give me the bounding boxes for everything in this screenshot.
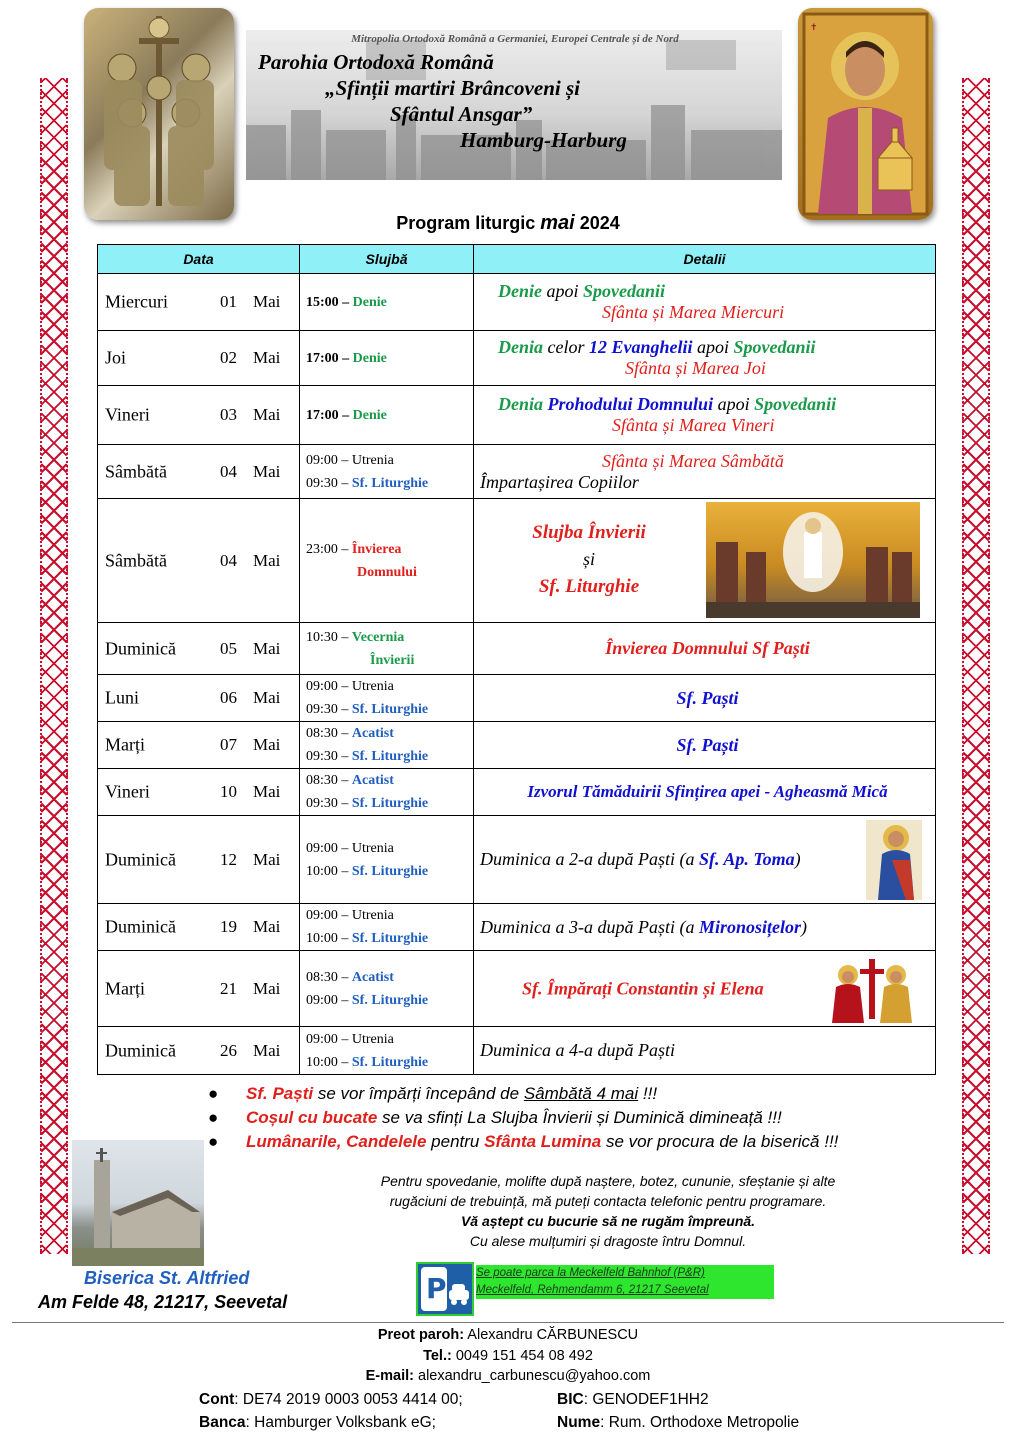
service-cell: 09:00 – Utrenia 09:30 – Sf. Liturghie xyxy=(300,445,474,499)
church-photo xyxy=(72,1140,204,1266)
svg-text:✝: ✝ xyxy=(810,23,818,33)
saint-ansgar-icon xyxy=(798,8,933,220)
service-cell: 08:30 – Acatist 09:30 – Sf. Liturghie xyxy=(300,722,474,769)
service-cell: 09:00 – Utrenia 09:30 – Sf. Liturghie xyxy=(300,675,474,722)
details-cell: Denia celor 12 Evanghelii apoi Spovedanii Sfânta și Marea Joi xyxy=(474,331,936,386)
service-cell: 17:00 – Denie xyxy=(300,386,474,445)
church-name: Biserica St. Altfried xyxy=(84,1268,250,1288)
table-row xyxy=(98,769,936,816)
table-row xyxy=(98,675,936,722)
left-ornament-border xyxy=(40,78,68,1254)
date-cell: Marți 07 Mai xyxy=(98,722,300,769)
table-row xyxy=(98,1027,936,1075)
details-cell: Sfânta și Marea Sâmbătă Împartașirea Copiilor xyxy=(474,445,936,499)
details-cell: Izvorul Tămăduirii Sfințirea apei - Agheasmă Mică xyxy=(474,769,936,816)
header-detalii: Detalii xyxy=(474,245,936,274)
date-cell: Joi 02 Mai xyxy=(98,331,300,386)
parish-title-line-4: Hamburg-Harburg xyxy=(460,128,627,152)
service-cell: 15:00 – Denie xyxy=(300,274,474,331)
list-item: ● Sf. Paști se vor împărți începând de Sâmbătă 4 mai !!! xyxy=(208,1084,658,1103)
parking-icon xyxy=(416,1262,474,1316)
details-cell: Sf. Împărați Constantin și Elena xyxy=(474,951,936,1027)
parish-title-line-2: „Sfinții martiri Brâncoveni și xyxy=(325,76,580,100)
footer-divider xyxy=(12,1322,1004,1323)
service-cell: 17:00 – Denie xyxy=(300,331,474,386)
date-cell: Duminică 12 Mai xyxy=(98,816,300,904)
table-row xyxy=(98,445,936,499)
details-cell: Învierea Domnului Sf Paști xyxy=(474,623,936,675)
header-data: Data xyxy=(98,245,300,274)
details-cell: Duminica a 4-a după Paști xyxy=(474,1027,936,1075)
right-ornament-border xyxy=(962,78,990,1254)
date-cell: Miercuri 01 Mai xyxy=(98,274,300,331)
apostle-thomas-icon xyxy=(866,820,922,900)
bic-line: BIC: GENODEF1HH2 xyxy=(557,1391,709,1408)
table-row xyxy=(98,386,936,445)
table-row xyxy=(98,951,936,1027)
details-cell: Slujba Învierii și Sf. Liturghie xyxy=(474,499,936,623)
list-item: ● Lumânarile, Candelele pentru Sfânta Lumina se vor procura de la biserică !!! xyxy=(208,1132,839,1151)
date-cell: Vineri 03 Mai xyxy=(98,386,300,445)
phone-line: Tel.: 0049 151 454 08 492 xyxy=(423,1348,593,1364)
details-cell: Duminica a 3-a după Paști (a Mironosițelor) xyxy=(474,904,936,951)
service-cell: 08:30 – Acatist 09:00 – Sf. Liturghie xyxy=(300,951,474,1027)
parish-title-line-1: Parohia Ortodoxă Română xyxy=(258,50,494,74)
brancoveni-icon xyxy=(84,8,234,220)
priest-line: Preot paroh: Alexandru CĂRBUNESCU xyxy=(377,1327,639,1343)
contact-paragraph: Pentru spovedanie, molifte după naștere, botez, cununie, sfeștanie și alte rugăciuni de trebuință, mă puteți contacta telefonic pentru programare. Vă aștept cu bucurie să ne rugăm împreună. Cu alese mulțumiri și dragoste întru Domnul. xyxy=(380,1173,836,1249)
metropolis-line: Mitropolia Ortodoxă Română a Germaniei, Europei Centrale și de Nord xyxy=(351,33,679,45)
bank-line: Banca: Hamburger Volksbank eG; xyxy=(199,1414,436,1431)
notes-list xyxy=(208,1082,838,1154)
service-cell: 08:30 – Acatist 09:30 – Sf. Liturghie xyxy=(300,769,474,816)
service-cell: 23:00 – Învierea Domnului xyxy=(300,499,474,623)
date-cell: Luni 06 Mai xyxy=(98,675,300,722)
date-cell: Marți 21 Mai xyxy=(98,951,300,1027)
resurrection-icon xyxy=(706,502,920,618)
table-row xyxy=(98,274,936,331)
constantin-elena-icon xyxy=(826,955,918,1023)
date-cell: Vineri 10 Mai xyxy=(98,769,300,816)
table-row xyxy=(98,623,936,675)
table-row xyxy=(98,331,936,386)
date-cell: Sâmbătă 04 Mai xyxy=(98,499,300,623)
church-address: Am Felde 48, 21217, Seevetal xyxy=(38,1292,288,1312)
parking-info: Se poate parca la Meckelfeld Bahnhof (P&R) Meckelfeld, Rehmendamm 6, 21217 Seevetal xyxy=(476,1265,774,1299)
account-line: Cont: DE74 2019 0003 0053 4414 00; xyxy=(199,1391,463,1408)
date-cell: Duminică 19 Mai xyxy=(98,904,300,951)
table-header-row xyxy=(98,245,936,274)
details-cell: Denia Prohodului Domnului apoi Spovedanii Sfânta și Marea Vineri xyxy=(474,386,936,445)
email-line: E-mail: alexandru_carbunescu@yahoo.com xyxy=(365,1368,651,1384)
details-cell: Denie apoi Spovedanii Sfânta și Marea Miercuri xyxy=(474,274,936,331)
details-cell: Sf. Paști xyxy=(474,722,936,769)
table-row xyxy=(98,816,936,904)
service-cell: 09:00 – Utrenia 10:00 – Sf. Liturghie xyxy=(300,816,474,904)
date-cell: Sâmbătă 04 Mai xyxy=(98,445,300,499)
service-cell: 09:00 – Utrenia 10:00 – Sf. Liturghie xyxy=(300,1027,474,1075)
parish-title-line-3: Sfântul Ansgar” xyxy=(390,102,533,126)
details-cell: Sf. Paști xyxy=(474,675,936,722)
table-row xyxy=(98,904,936,951)
details-cell: Duminica a 2-a după Paști (a Sf. Ap. Toma) xyxy=(474,816,936,904)
date-cell: Duminică 05 Mai xyxy=(98,623,300,675)
name-line: Nume: Rum. Orthodoxe Metropolie xyxy=(557,1414,800,1431)
list-item: ● Coșul cu bucate se va sfinți La Slujba Învierii și Duminică dimineață !!! xyxy=(208,1108,782,1127)
table-row xyxy=(98,499,936,623)
program-title: Program liturgic mai 2024 xyxy=(396,212,620,234)
header-slujba: Slujbă xyxy=(300,245,474,274)
service-cell: 09:00 – Utrenia 10:00 – Sf. Liturghie xyxy=(300,904,474,951)
table-row xyxy=(98,722,936,769)
service-cell: 10:30 – Vecernia Învierii xyxy=(300,623,474,675)
liturgical-schedule-table xyxy=(97,244,936,1075)
date-cell: Duminică 26 Mai xyxy=(98,1027,300,1075)
svg-text:P: P xyxy=(426,1272,447,1305)
